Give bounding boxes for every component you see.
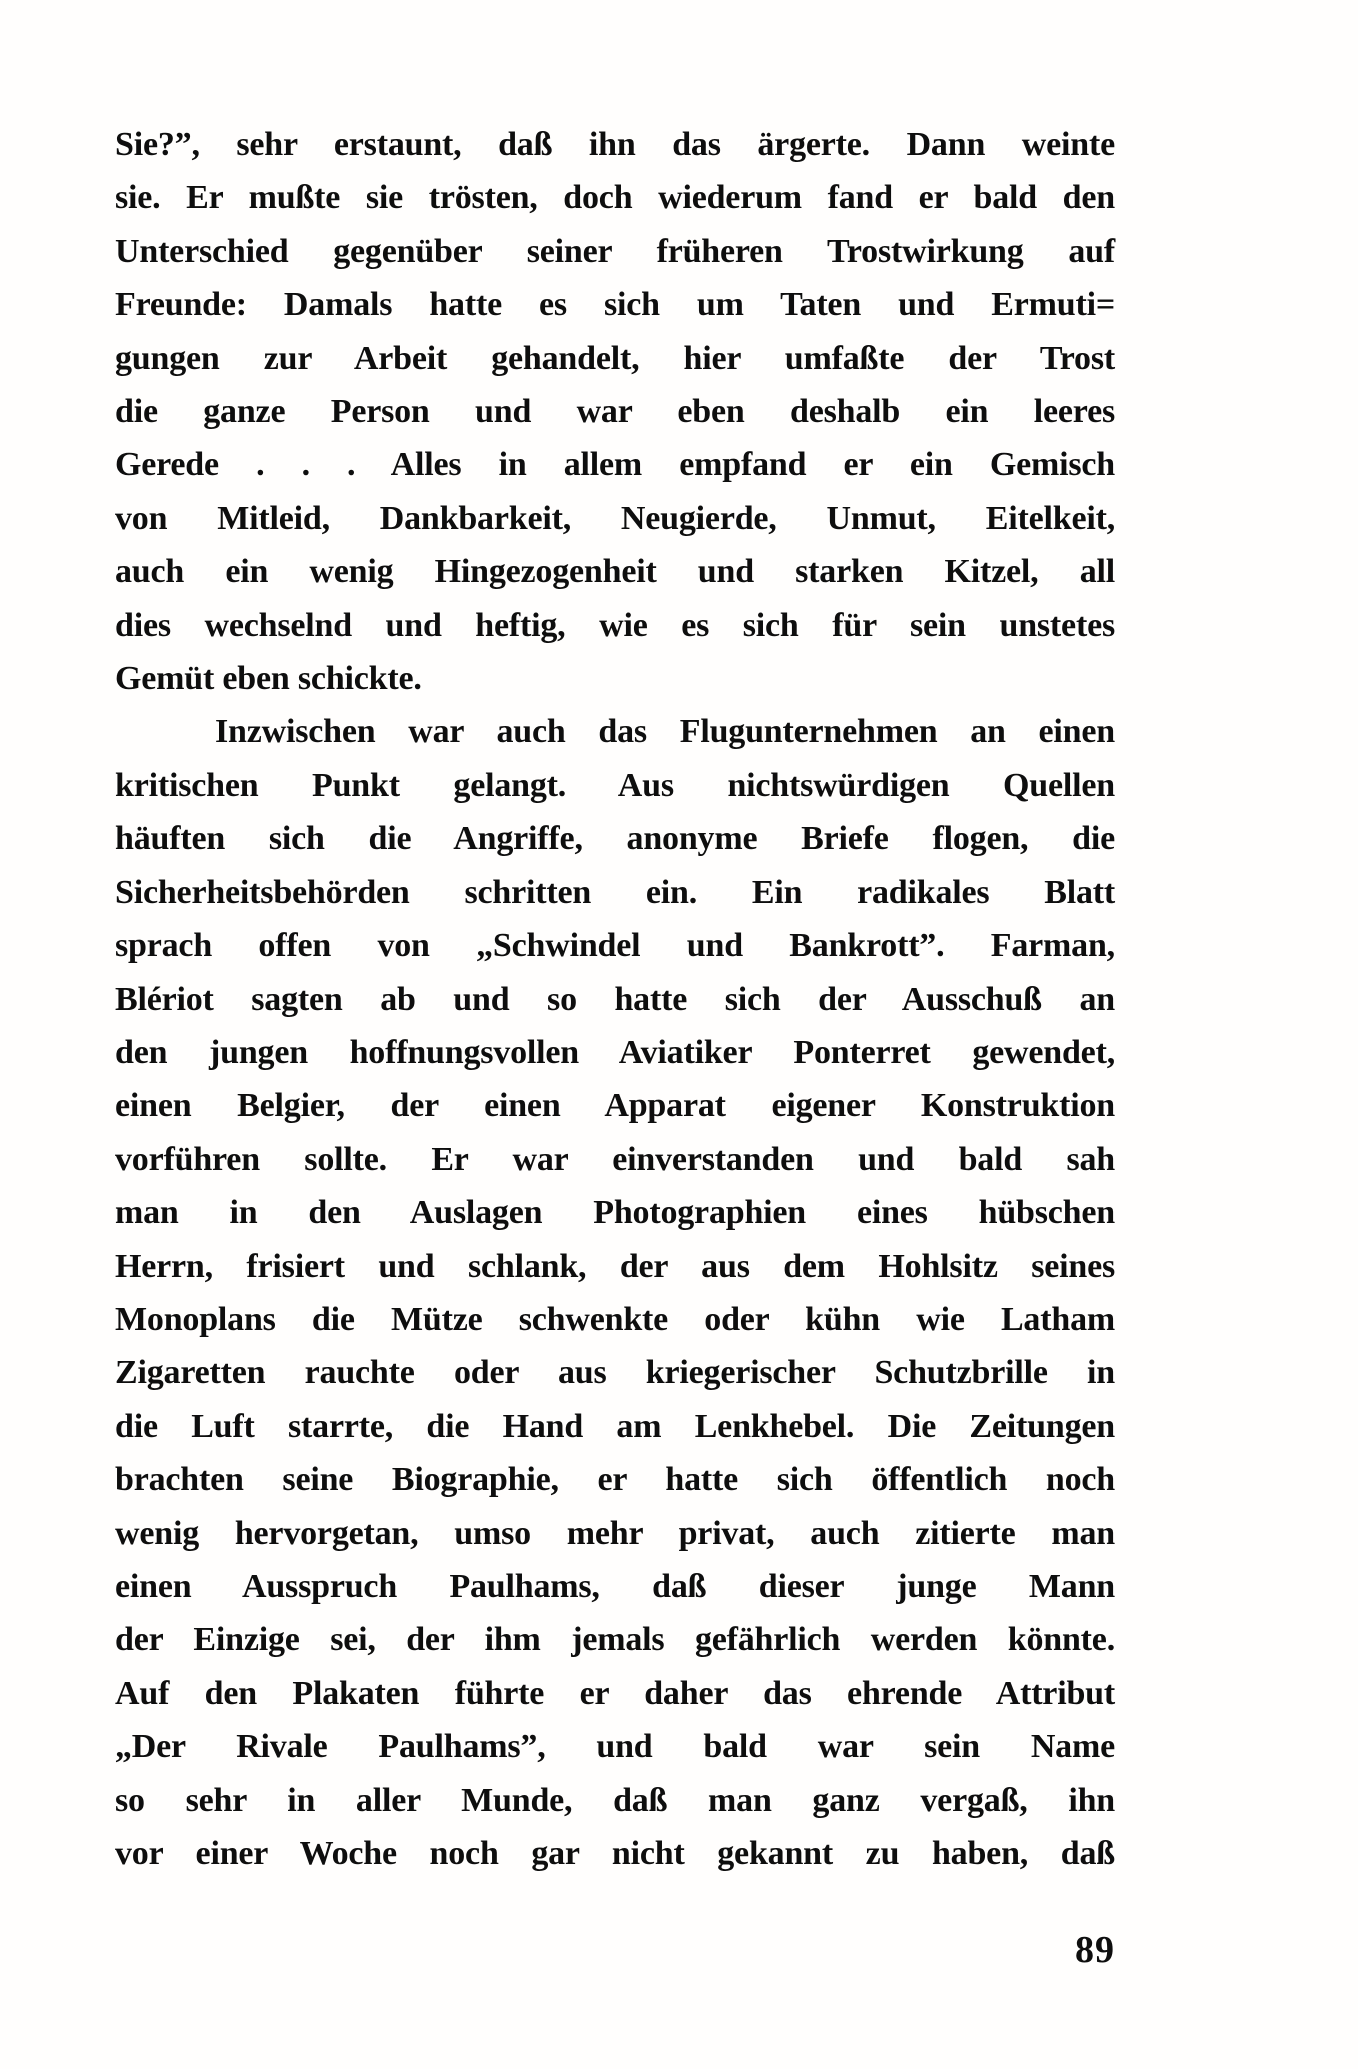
text-line: vorführen sollte. Er war einverstanden und bald sah: [115, 1140, 1115, 1178]
text-line: „Der Rivale Paulhams”, und bald war sein Name: [115, 1728, 1115, 1766]
text-line-paragraph-end: Gemüt eben schickte.: [115, 660, 422, 698]
text-line: so sehr in aller Munde, daß man ganz vergaß, ihn: [115, 1781, 1115, 1819]
text-line: brachten seine Biographie, er hatte sich öffentlich noch: [115, 1461, 1115, 1499]
text-line: vor einer Woche noch gar nicht gekannt zu haben, daß: [115, 1835, 1115, 1872]
text-block: [115, 118, 1115, 1880]
text-line: die Luft starrte, die Hand am Lenkhebel. Die Zeitungen: [115, 1407, 1115, 1445]
text-line: dies wechselnd und heftig, wie es sich für sein unstetes: [115, 606, 1115, 644]
text-line: Zigaretten rauchte oder aus kriegerischer Schutzbrille in: [115, 1354, 1115, 1392]
text-line: gungen zur Arbeit gehandelt, hier umfaßte der Trost: [115, 339, 1115, 377]
text-line: von Mitleid, Dankbarkeit, Neugierde, Unmut, Eitelkeit,: [115, 499, 1115, 537]
text-line: wenig hervorgetan, umso mehr privat, auch zitierte man: [115, 1514, 1115, 1552]
text-line: man in den Auslagen Photographien eines hübschen: [115, 1194, 1115, 1232]
text-line: Herrn, frisiert und schlank, der aus dem Hohlsitz seines: [115, 1247, 1115, 1285]
page-number: 89: [1075, 1929, 1115, 1971]
text-line: einen Ausspruch Paulhams, daß dieser junge Mann: [115, 1567, 1115, 1605]
text-line: Freunde: Damals hatte es sich um Taten und Ermuti=: [115, 286, 1115, 324]
text-line: Unterschied gegenüber seiner früheren Trostwirkung auf: [115, 232, 1115, 270]
text-line: häuften sich die Angriffe, anonyme Briefe flogen, die: [115, 820, 1115, 858]
text-line: Blériot sagten ab und so hatte sich der Ausschuß an: [115, 980, 1115, 1018]
text-line: Gerede . . . Alles in allem empfand er ein Gemisch: [115, 446, 1115, 484]
text-line: Auf den Plakaten führte er daher das ehrende Attribut: [115, 1674, 1115, 1712]
text-line: den jungen hoffnungsvollen Aviatiker Ponterret gewendet,: [115, 1033, 1115, 1071]
text-line: die ganze Person und war eben deshalb ein leeres: [115, 393, 1115, 431]
text-line: Sicherheitsbehörden schritten ein. Ein radikales Blatt: [115, 873, 1115, 911]
text-line: kritischen Punkt gelangt. Aus nichtswürdigen Quellen: [115, 766, 1115, 804]
text-line: sprach offen von „Schwindel und Bankrott”. Farman,: [115, 927, 1115, 965]
text-line-paragraph-start: Inzwischen war auch das Flugunternehmen an einen: [215, 713, 1115, 751]
text-line: Monoplans die Mütze schwenkte oder kühn wie Latham: [115, 1300, 1115, 1338]
text-line: sie. Er mußte sie trösten, doch wiederum fand er bald den: [115, 179, 1115, 217]
text-line: auch ein wenig Hingezogenheit und starken Kitzel, all: [115, 553, 1115, 591]
text-line: einen Belgier, der einen Apparat eigener Konstruktion: [115, 1087, 1115, 1125]
text-line: Sie?”, sehr erstaunt, daß ihn das ärgerte. Dann weinte: [115, 126, 1115, 163]
text-line: der Einzige sei, der ihm jemals gefährlich werden könnte.: [115, 1621, 1115, 1659]
